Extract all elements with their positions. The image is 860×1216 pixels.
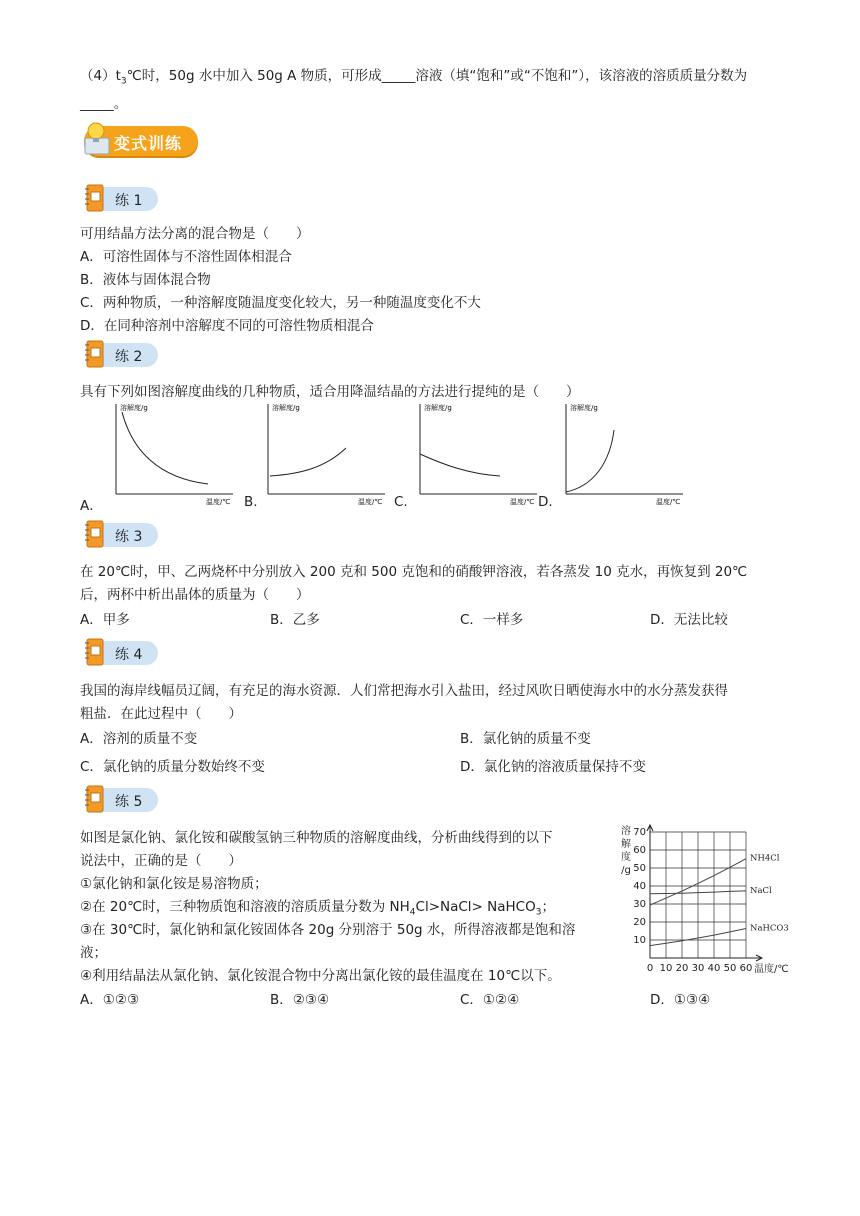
exercise-label: 练 2 bbox=[115, 349, 143, 365]
ex5-stem-line1: 如图是氯化钠、氯化铵和碳酸氢钠三种物质的溶解度曲线，分析曲线得到的以下 bbox=[80, 830, 553, 846]
y-tick-label: 40 bbox=[633, 881, 646, 892]
ex5-statement-3b: 液； bbox=[80, 945, 107, 961]
notebook-icon bbox=[84, 638, 104, 666]
mini-graph-d bbox=[558, 400, 688, 508]
x-tick-label: 60 bbox=[739, 963, 753, 974]
mini-graph-b bbox=[260, 400, 390, 508]
y-axis-label: 溶解度/g bbox=[424, 404, 452, 412]
ex1-option-c: C．两种物质，一种溶解度随温度变化较大，另一种随温度变化不大 bbox=[80, 295, 481, 311]
ex4-option-b: B．氯化钠的质量不变 bbox=[460, 731, 591, 747]
ex5-option-a: A．①②③ bbox=[80, 992, 140, 1008]
variant-training-banner bbox=[84, 126, 198, 156]
x-axis-label: 温度/℃ bbox=[510, 498, 535, 506]
y-axis-label: 溶 bbox=[621, 826, 631, 837]
exercise-tag-4 bbox=[84, 640, 158, 666]
x-tick-label: 30 bbox=[691, 963, 705, 974]
series-label: NaCl bbox=[750, 885, 772, 896]
y-tick-label: 30 bbox=[633, 899, 646, 910]
ex4-option-a: A．溶剂的质量不变 bbox=[80, 731, 198, 747]
y-axis-label: /g bbox=[621, 865, 631, 876]
ex3-stem-line1: 在 20℃时，甲、乙两烧杯中分别放入 200 克和 500 克饱和的硝酸钾溶液，若各蒸发 10 克水，再恢复到 20℃ bbox=[80, 564, 748, 580]
ex5-statement-1: ①氯化钠和氯化铵是易溶物质； bbox=[80, 876, 268, 892]
x-axis-label: 温度/℃ bbox=[358, 498, 383, 506]
ex3-option-b: B．乙多 bbox=[270, 612, 320, 628]
ex5-option-c: C．①②④ bbox=[460, 992, 520, 1008]
ex4-stem-line1: 我国的海岸线幅员辽阔，有充足的海水资源．人们常把海水引入盐田，经过风吹日晒使海水中的水分蒸发获得 bbox=[80, 683, 728, 699]
ex5-statement-3a: ③在 30℃时，氯化钠和氯化铵固体各 20g 分别溶于 50g 水，所得溶液都是饱和溶 bbox=[80, 922, 576, 938]
ex3-option-a: A．甲多 bbox=[80, 612, 130, 628]
exercise-label: 练 3 bbox=[115, 529, 143, 545]
ex5-statement-2: ②在 20℃时，三种物质饱和溶液的溶质质量分数为 $NH_4Cl>NaCl>$ NaHCO$_3$； bbox=[80, 899, 555, 918]
ex2-option-d: D. bbox=[538, 494, 553, 510]
banner-title: 变式训练 bbox=[114, 134, 183, 153]
y-tick-label: 10 bbox=[633, 935, 646, 946]
ex5-option-b: B．②③④ bbox=[270, 992, 330, 1008]
notebook-icon bbox=[84, 520, 104, 548]
ex2-stem: 具有下列如图溶解度曲线的几种物质，适合用降温结晶的方法进行提纯的是（ ） bbox=[80, 384, 580, 400]
q4-line1: $(4)t_3℃$时，50g 水中加入 50g A 物质，可形成_____溶液（填“饱和”或“不饱和”），该溶液的溶质质量分数为 bbox=[80, 68, 748, 87]
series-label: NH4Cl bbox=[750, 853, 780, 864]
q4-line2: _____。 bbox=[80, 96, 128, 112]
x-tick-label: 0 bbox=[646, 963, 654, 974]
exercise-label: 练 4 bbox=[115, 647, 143, 663]
ex2-option-c: C. bbox=[394, 494, 408, 510]
x-tick-label: 40 bbox=[707, 963, 721, 974]
ex1-option-b: B．液体与固体混合物 bbox=[80, 272, 211, 288]
ex4-stem-line2: 粗盐．在此过程中（ ） bbox=[80, 706, 242, 722]
ex2-option-b: B. bbox=[244, 494, 258, 510]
notebook-icon bbox=[84, 184, 104, 212]
y-tick-label: 20 bbox=[633, 917, 646, 928]
notebook-icon bbox=[84, 340, 104, 368]
ex1-option-d: D．在同种溶剂中溶解度不同的可溶性物质相混合 bbox=[80, 318, 374, 334]
y-axis-label: 度 bbox=[621, 852, 631, 863]
ex5-option-d: D．①③④ bbox=[650, 992, 711, 1008]
ex5-stem-line2: 说法中，正确的是（ ） bbox=[80, 853, 242, 869]
exercise-label: 练 5 bbox=[115, 794, 143, 810]
exercise-label: 练 1 bbox=[115, 193, 143, 209]
y-tick-label: 60 bbox=[633, 845, 646, 856]
lightbulb-box-icon bbox=[82, 120, 112, 156]
y-tick-label: 50 bbox=[633, 863, 646, 874]
y-axis-label: 溶解度/g bbox=[120, 404, 148, 412]
y-axis-label: 解 bbox=[621, 839, 631, 850]
notebook-icon bbox=[84, 785, 104, 813]
ex1-option-a: A．可溶性固体与不溶性固体相混合 bbox=[80, 249, 292, 265]
series-label: NaHCO3 bbox=[750, 923, 789, 934]
y-axis-label: 溶解度/g bbox=[570, 404, 598, 412]
ex3-option-c: C．一样多 bbox=[460, 612, 524, 628]
x-tick-label: 10 bbox=[659, 963, 673, 974]
ex3-stem-line2: 后，两杯中析出晶体的质量为（ ） bbox=[80, 587, 310, 603]
x-axis-label: 温度/℃ bbox=[206, 498, 231, 506]
x-tick-label: 20 bbox=[675, 963, 689, 974]
ex3-option-d: D．无法比较 bbox=[650, 612, 728, 628]
x-tick-label: 50 bbox=[723, 963, 737, 974]
exercise-tag-5 bbox=[84, 787, 158, 813]
solubility-chart bbox=[612, 822, 798, 978]
ex2-option-a: A． bbox=[80, 498, 103, 514]
ex4-option-c: C．氯化钠的质量分数始终不变 bbox=[80, 759, 265, 775]
mini-graph-c bbox=[412, 400, 542, 508]
y-tick-label: 70 bbox=[633, 827, 646, 838]
exercise-tag-3 bbox=[84, 522, 158, 548]
ex4-option-d: D．氯化钠的溶液质量保持不变 bbox=[460, 759, 646, 775]
x-axis-label: 温度/℃ bbox=[754, 964, 789, 975]
x-axis-label: 温度/℃ bbox=[656, 498, 681, 506]
ex1-stem: 可用结晶方法分离的混合物是（ ） bbox=[80, 226, 310, 242]
y-axis-label: 溶解度/g bbox=[272, 404, 300, 412]
mini-graph-a bbox=[108, 400, 238, 508]
exercise-tag-2 bbox=[84, 342, 158, 368]
exercise-tag-1 bbox=[84, 186, 158, 212]
ex5-statement-4: ④利用结晶法从氯化钠、氯化铵混合物中分离出氯化铵的最佳温度在 10℃以下。 bbox=[80, 968, 561, 984]
